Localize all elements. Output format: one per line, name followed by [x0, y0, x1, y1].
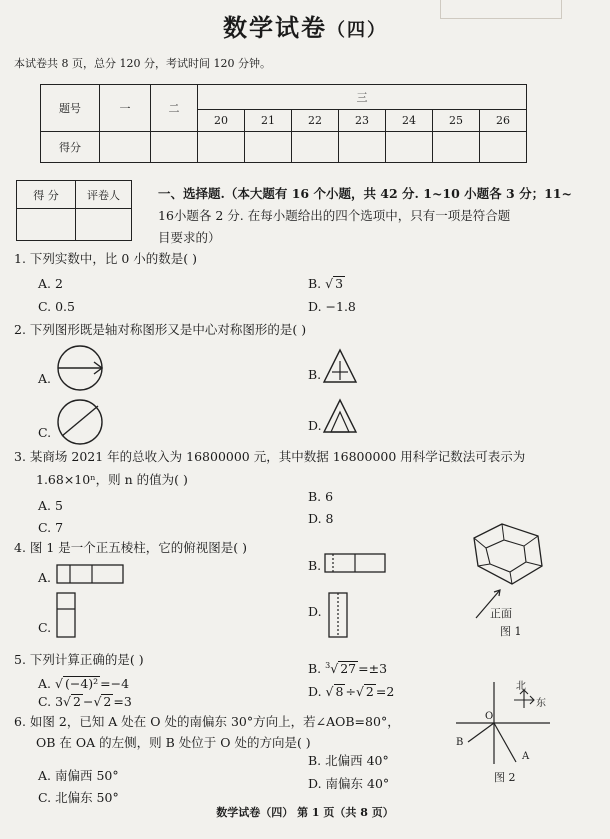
bleed-through-box — [440, 0, 562, 19]
q4-figure-front-label: 正面 — [490, 607, 512, 620]
score-cell — [480, 132, 527, 163]
q6-stem-line2: OB 在 OA 的左侧，则 B 处位于 O 处的方向是( ) — [36, 735, 311, 750]
q5-option-c-prefix: C. 3 — [38, 694, 64, 709]
q6-option-c: C. 北偏东 50° — [38, 790, 119, 805]
score-table-row-label: 得分 — [41, 132, 100, 163]
q1-option-d: D. −1.8 — [308, 299, 356, 314]
section-heading-line3: 目要求的） — [158, 230, 221, 245]
q3-stem-line2: 1.68×10ⁿ，则 n 的值为( ) — [36, 472, 188, 487]
page-footer: 数学试卷（四） 第 1 页（共 8 页） — [216, 806, 394, 819]
q5-option-d-rest: =2 — [375, 684, 395, 699]
grader-table — [16, 180, 132, 241]
score-cell — [198, 132, 245, 163]
section-heading-line2: 16小题各 2 分. 在每小题给出的四个选项中，只有一项是符合题 — [158, 208, 511, 223]
q5-option-c-radicand-1: 2 — [73, 694, 81, 709]
q4-figure-c — [56, 592, 78, 640]
grader-score-label: 得 分 — [17, 181, 76, 209]
score-cell — [386, 132, 433, 163]
q5-option-b-radicand: 27 — [340, 661, 357, 677]
q5-option-d-radicand-1: 8 — [335, 684, 344, 699]
score-table-subcol: 20 — [198, 110, 245, 132]
q1-stem: 1. 下列实数中，比 0 小的数是( ) — [14, 251, 198, 266]
q5-option-d-operator: ÷ — [345, 684, 356, 699]
grader-name-cell — [76, 209, 132, 241]
q1-option-a: A. 2 — [38, 276, 63, 291]
q6-figure-caption: 图 2 — [494, 771, 516, 784]
q2-option-b: B. — [308, 367, 322, 382]
q4-figure-b — [324, 553, 388, 575]
q2-stem: 2. 下列图形既是轴对称图形又是中心对称图形的是( ) — [14, 322, 307, 337]
q1-option-c: C. 0.5 — [38, 299, 75, 314]
score-table-subcol: 26 — [480, 110, 527, 132]
q5-option-d-radicand-2: 2 — [365, 684, 374, 699]
q5-option-a-rest: =−4 — [100, 676, 130, 691]
score-table-subcol: 23 — [339, 110, 386, 132]
q6-option-a: A. 南偏西 50° — [38, 768, 119, 783]
q2-figure-c — [56, 398, 106, 448]
q5-option-c-rest: =3 — [113, 694, 132, 709]
q6-option-d: D. 南偏东 40° — [308, 776, 390, 791]
score-table-col-3: 三 — [198, 85, 527, 110]
q5-option-c-radicand-2: 2 — [103, 694, 112, 709]
score-table-subcol: 25 — [433, 110, 480, 132]
q6-figure-b-label: B — [456, 737, 464, 748]
q6-option-b: B. 北偏西 40° — [308, 753, 389, 768]
q1-option-b-radicand: 3 — [335, 276, 344, 291]
q5-option-a-radicand: (−4)² — [64, 676, 99, 691]
q4-figure-a — [56, 564, 126, 586]
q2-figure-a — [56, 344, 106, 394]
section-heading-line1: 一、选择题.（本大题有 16 个小题，共 42 分. 1~10 小题各 3 分；11~ — [158, 186, 572, 201]
q1-option-b: B. √ 3 — [308, 276, 344, 291]
q6-figure-o-label: O — [485, 711, 494, 722]
score-cell — [151, 132, 198, 163]
q5-stem: 5. 下列计算正确的是( ) — [14, 652, 144, 667]
q4-option-c: C. — [38, 620, 52, 635]
q5-option-a-prefix: A. — [38, 676, 52, 691]
score-cell — [100, 132, 151, 163]
score-table-subcol: 24 — [386, 110, 433, 132]
q4-figure-prism — [468, 522, 558, 632]
exam-intro: 本试卷共 8 页，总分 120 分，考试时间 120 分钟。 — [14, 57, 271, 70]
q3-option-b: B. 6 — [308, 489, 334, 504]
q4-figure-caption: 图 1 — [500, 625, 522, 638]
q2-option-a: A. — [38, 371, 52, 386]
q6-stem-line1: 6. 如图 2，已知 A 处在 O 处的南偏东 30°方向上，若∠AOB=80°， — [14, 714, 400, 729]
score-table-subcol: 21 — [245, 110, 292, 132]
q4-stem: 4. 图 1 是一个正五棱柱，它的俯视图是( ) — [14, 540, 248, 555]
score-cell — [433, 132, 480, 163]
q2-figure-b — [322, 348, 362, 384]
q6-figure-compass — [454, 678, 554, 778]
q6-figure-a-label: A — [522, 751, 530, 762]
q5-option-b-index: 3 — [325, 661, 331, 670]
grader-score-cell — [17, 209, 76, 241]
q3-option-d: D. 8 — [308, 511, 334, 526]
score-table-header-label: 题号 — [41, 85, 100, 132]
title-main: 数学试卷 — [223, 14, 327, 42]
grader-label: 评卷人 — [76, 181, 132, 209]
score-table-subcol: 22 — [292, 110, 339, 132]
score-table-col-2: 二 — [151, 85, 198, 132]
q5-option-c: C. 3√ 2 −√ 2 =3 — [38, 694, 132, 709]
q2-option-c: C. — [38, 425, 52, 440]
q4-option-a: A. — [38, 570, 52, 585]
q5-option-b-prefix: B. — [308, 661, 322, 677]
q2-figure-d — [322, 398, 362, 434]
score-table — [40, 84, 527, 163]
q3-stem-line1: 3. 某商场 2021 年的总收入为 16800000 元，其中数据 16800000 用科学记数法可表示为 — [14, 449, 526, 464]
title-suffix: （四） — [327, 20, 387, 41]
score-table-col-1: 一 — [100, 85, 151, 132]
score-cell — [339, 132, 386, 163]
score-cell — [245, 132, 292, 163]
q1-option-b-prefix: B. — [308, 276, 322, 291]
q3-option-a: A. 5 — [38, 498, 63, 513]
q4-option-b: B. — [308, 558, 322, 573]
q4-option-d: D. — [308, 604, 322, 619]
q5-option-a: A. √ (−4)² =−4 — [38, 676, 130, 691]
q5-option-c-operator: − — [82, 694, 94, 709]
q5-option-d-prefix: D. — [308, 684, 322, 699]
q5-option-b: B. $^3$√ 27 =±3 — [308, 661, 388, 677]
q3-option-c: C. 7 — [38, 520, 64, 535]
q5-option-d: D. √ 8 ÷√ 2 =2 — [308, 684, 395, 699]
score-cell — [292, 132, 339, 163]
q2-option-d: D. — [308, 418, 322, 433]
q5-option-b-rest: =±3 — [358, 661, 388, 677]
q6-figure-east-label: 东 — [536, 698, 546, 709]
q6-figure-north-label: 北 — [516, 681, 526, 692]
q4-figure-d — [328, 592, 350, 640]
